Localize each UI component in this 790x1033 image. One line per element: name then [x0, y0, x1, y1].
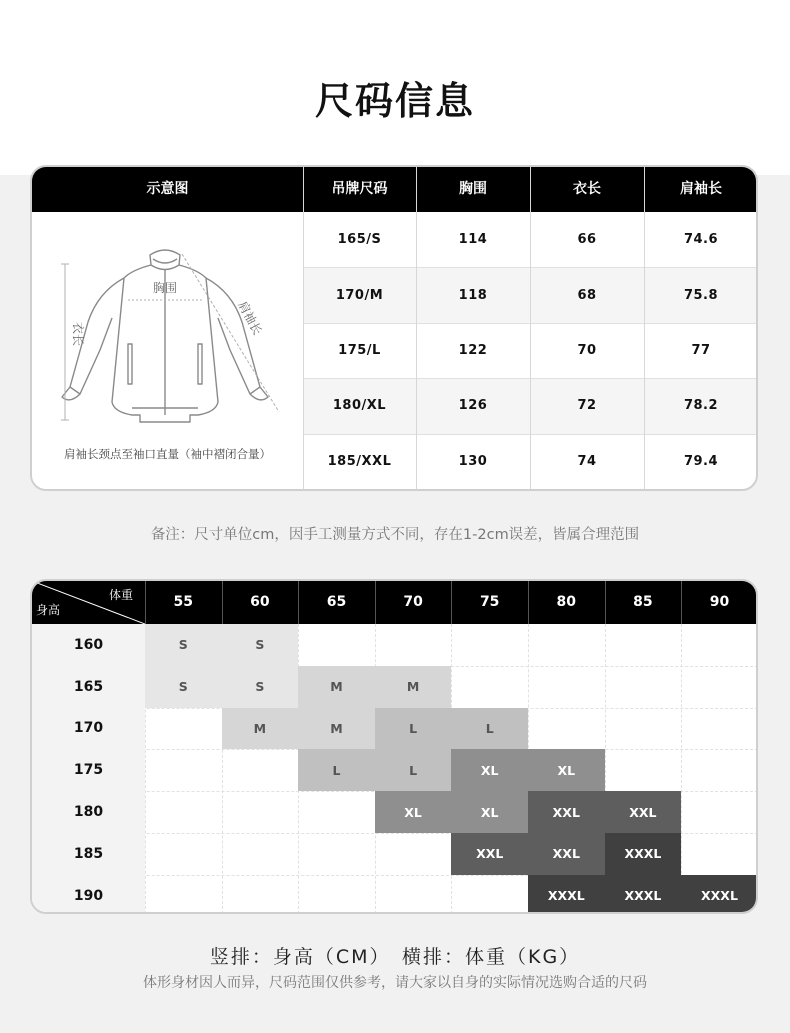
- cell-tag-size: 165/S: [337, 232, 382, 248]
- size-table: [30, 165, 758, 491]
- cell-length: 74: [577, 453, 597, 469]
- weight-header: 75: [479, 594, 500, 610]
- size-cell: L: [375, 749, 452, 791]
- header-length: 衣长: [573, 181, 601, 197]
- size-cell: L: [451, 708, 528, 750]
- size-table-header: [32, 167, 756, 212]
- header-divider: [681, 581, 682, 624]
- height-label: 175: [32, 749, 145, 791]
- size-cell: M: [222, 708, 299, 750]
- column-divider: [303, 167, 304, 489]
- cell-length: 72: [577, 398, 597, 414]
- cell-sleeve: 78.2: [683, 398, 719, 414]
- diagram-caption: 肩袖长颈点至袖口直量（袖中褶闭合量）: [64, 447, 271, 461]
- cell-sleeve: 74.6: [683, 232, 719, 248]
- size-cell: XL: [451, 791, 528, 833]
- cell-tag-size: 185/XXL: [327, 453, 392, 469]
- size-cell: XXL: [605, 791, 682, 833]
- cell-length: 70: [577, 342, 597, 358]
- header-chest: 胸围: [459, 181, 487, 197]
- weight-header: 90: [709, 594, 730, 610]
- size-cell: XXL: [528, 833, 605, 875]
- cell-tag-size: 180/XL: [332, 398, 387, 414]
- height-label: 185: [32, 833, 145, 875]
- cell-length: 68: [577, 287, 597, 303]
- weight-header: 85: [633, 594, 653, 610]
- height-label: 190: [32, 875, 145, 914]
- cell-chest: 114: [458, 232, 488, 248]
- height-label: 165: [32, 666, 145, 708]
- header-divider: [222, 581, 223, 624]
- column-divider: [530, 167, 531, 489]
- size-cell: XL: [375, 791, 452, 833]
- label-length: 衣长: [71, 322, 85, 347]
- cell-chest: 122: [458, 342, 488, 358]
- fit-table-header: [32, 581, 756, 624]
- page-title: 尺码信息: [314, 79, 475, 123]
- height-label: 160: [32, 624, 145, 666]
- size-cell: XXL: [451, 833, 528, 875]
- size-cell: M: [375, 666, 452, 708]
- size-cell: XXXL: [605, 833, 682, 875]
- size-cell: M: [298, 708, 375, 750]
- size-cell: S: [222, 624, 299, 666]
- cell-chest: 126: [458, 398, 488, 414]
- size-cell: S: [145, 666, 222, 708]
- jacket-diagram: [32, 212, 303, 489]
- size-cell: XL: [451, 749, 528, 791]
- column-divider: [644, 167, 645, 489]
- column-divider: [416, 167, 417, 489]
- size-cell: L: [298, 749, 375, 791]
- cell-tag-size: 175/L: [338, 342, 381, 358]
- cell-tag-size: 170/M: [335, 287, 384, 303]
- height-label: 180: [32, 791, 145, 833]
- header-divider: [451, 581, 452, 624]
- header-divider: [528, 581, 529, 624]
- header-sleeve: 肩袖长: [680, 181, 722, 197]
- header-tag-size: 吊牌尺码: [331, 181, 388, 197]
- header-diagram: 示意图: [146, 181, 189, 197]
- size-cell: S: [145, 624, 222, 666]
- weight-header: 70: [403, 594, 423, 610]
- size-cell: XXXL: [528, 875, 605, 914]
- cell-chest: 118: [458, 287, 488, 303]
- weight-header: 65: [326, 594, 347, 610]
- height-label: 170: [32, 708, 145, 750]
- header-divider: [605, 581, 606, 624]
- footnote: 体形身材因人而异，尺码范围仅供参考，请大家以自身的实际情况选购合适的尺码: [143, 975, 647, 991]
- axis-legend: 竖排：身高（CM） 横排：体重（KG）: [209, 946, 581, 968]
- header-divider: [145, 581, 146, 624]
- size-cell: M: [298, 666, 375, 708]
- size-cell: XXXL: [681, 875, 758, 914]
- label-sleeve: 肩袖长: [235, 298, 265, 338]
- cell-length: 66: [577, 232, 597, 248]
- size-cell: XL: [528, 749, 605, 791]
- size-cell: S: [222, 666, 299, 708]
- fit-table: [30, 579, 758, 914]
- header-divider: [298, 581, 299, 624]
- label-chest: 胸围: [152, 281, 178, 295]
- cell-sleeve: 75.8: [683, 287, 719, 303]
- weight-header: 80: [556, 594, 577, 610]
- corner-weight-label: 体重: [108, 588, 133, 602]
- size-cell: XXXL: [605, 875, 682, 914]
- size-cell: L: [375, 708, 452, 750]
- measurement-note: 备注：尺寸单位cm，因手工测量方式不同，存在1-2cm误差，皆属合理范围: [150, 527, 640, 543]
- weight-header: 60: [250, 594, 270, 610]
- cell-sleeve: 79.4: [683, 453, 719, 469]
- corner-height-label: 身高: [36, 603, 61, 617]
- table-corner: [32, 581, 145, 624]
- cell-sleeve: 77: [691, 342, 711, 358]
- cell-chest: 130: [458, 453, 488, 469]
- grid-line: [681, 624, 682, 914]
- header-divider: [375, 581, 376, 624]
- size-cell: XXL: [528, 791, 605, 833]
- weight-header: 55: [173, 594, 194, 610]
